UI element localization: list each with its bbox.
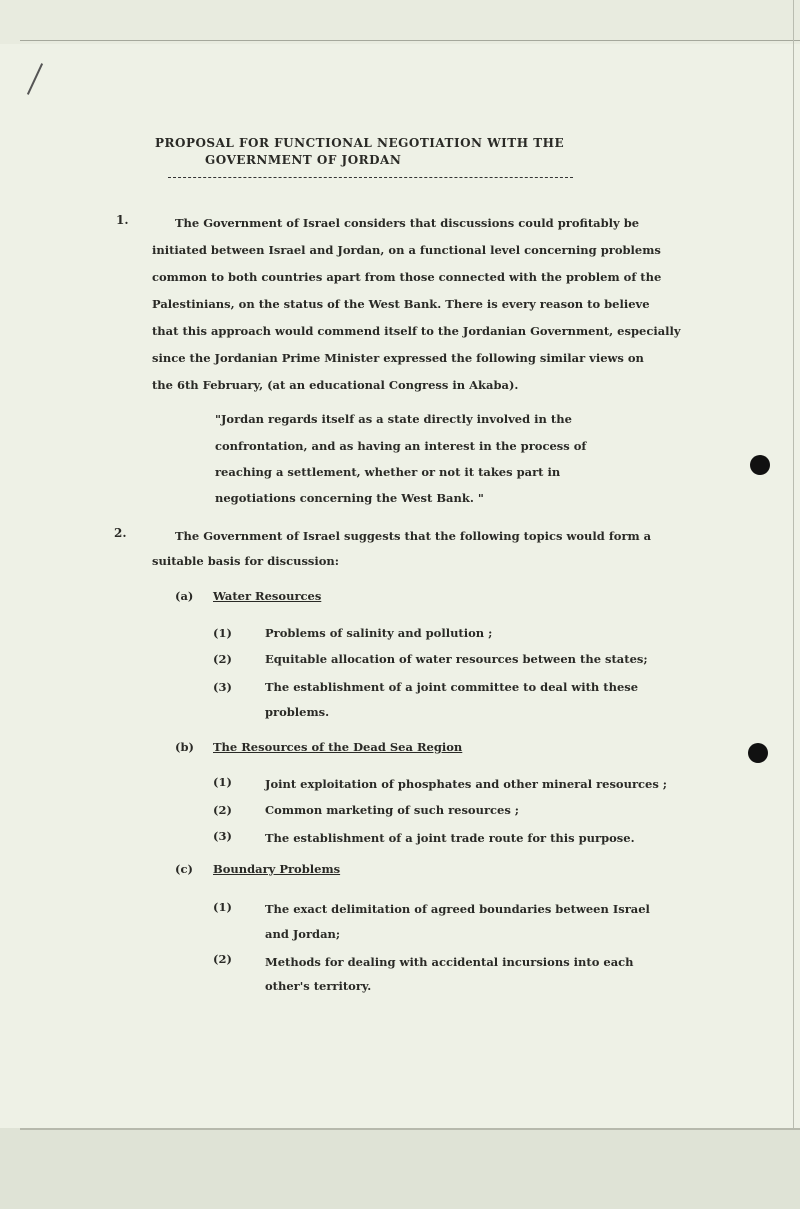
pencil-mark [27,63,43,95]
item-label: (1) [213,775,232,789]
item-text: Common marketing of such resources ; [265,803,520,817]
punch-hole-icon [748,743,768,763]
item-text: other's territory. [265,979,372,993]
item-text: and Jordan; [265,927,341,941]
paragraph-line: The Government of Israel considers that discussions could profitably be [175,216,640,230]
item-text: Equitable allocation of water resources between the states; [265,652,648,666]
item-text: The exact delimitation of agreed boundaries between Israel [265,902,650,916]
item-label: (2) [213,652,232,666]
section-label: (b) [175,740,194,754]
item-label: (3) [213,829,232,843]
paper-right-edge [793,0,794,1209]
title-line-1: PROPOSAL FOR FUNCTIONAL NEGOTIATION WITH THE [155,136,565,150]
item-text: problems. [265,705,330,719]
paragraph-line: that this approach would commend itself to the Jordanian Government, especially [152,324,681,338]
quote-line: negotiations concerning the West Bank. " [215,491,484,505]
paragraph-line: initiated between Israel and Jordan, on a functional level concerning problems [152,243,661,257]
paper-top-edge [20,40,800,41]
section-title: The Resources of the Dead Sea Region [213,740,463,754]
scan-bottom-margin [0,1128,800,1209]
quote-line: confrontation, and as having an interest in the process of [215,439,587,453]
scan-top-margin [0,0,800,44]
section-label: (c) [175,862,193,876]
paragraph-line: since the Jordanian Prime Minister expressed the following similar views on [152,351,644,365]
item-label: (2) [213,803,232,817]
item-text: The establishment of a joint trade route for this purpose. [265,831,635,845]
paragraph-number: 2. [114,526,127,540]
paragraph-line: common to both countries apart from those connected with the problem of the [152,270,662,284]
paragraph-line: The Government of Israel suggests that the following topics would form a [175,529,652,543]
item-text: Joint exploitation of phosphates and other mineral resources ; [265,777,668,791]
paragraph-line: suitable basis for discussion: [152,554,340,568]
paper-bottom-edge [20,1128,800,1130]
section-title: Water Resources [213,589,322,603]
paragraph-line: the 6th February, (at an educational Congress in Akaba). [152,378,519,392]
item-label: (3) [213,680,232,694]
section-title: Boundary Problems [213,862,341,876]
item-label: (2) [213,952,232,966]
item-text: Problems of salinity and pollution ; [265,626,493,640]
title-line-2: GOVERNMENT OF JORDAN [205,153,402,167]
item-label: (1) [213,900,232,914]
item-text: Methods for dealing with accidental incursions into each [265,955,634,969]
item-text: The establishment of a joint committee to deal with these [265,680,639,694]
quote-line: reaching a settlement, whether or not it takes part in [215,465,561,479]
item-label: (1) [213,626,232,640]
paragraph-number: 1. [116,213,129,227]
title-underline [168,177,573,178]
paragraph-line: Palestinians, on the status of the West Bank. There is every reason to believe [152,297,650,311]
section-label: (a) [175,589,194,603]
punch-hole-icon [750,455,770,475]
quote-line: "Jordan regards itself as a state directly involved in the [215,412,572,426]
